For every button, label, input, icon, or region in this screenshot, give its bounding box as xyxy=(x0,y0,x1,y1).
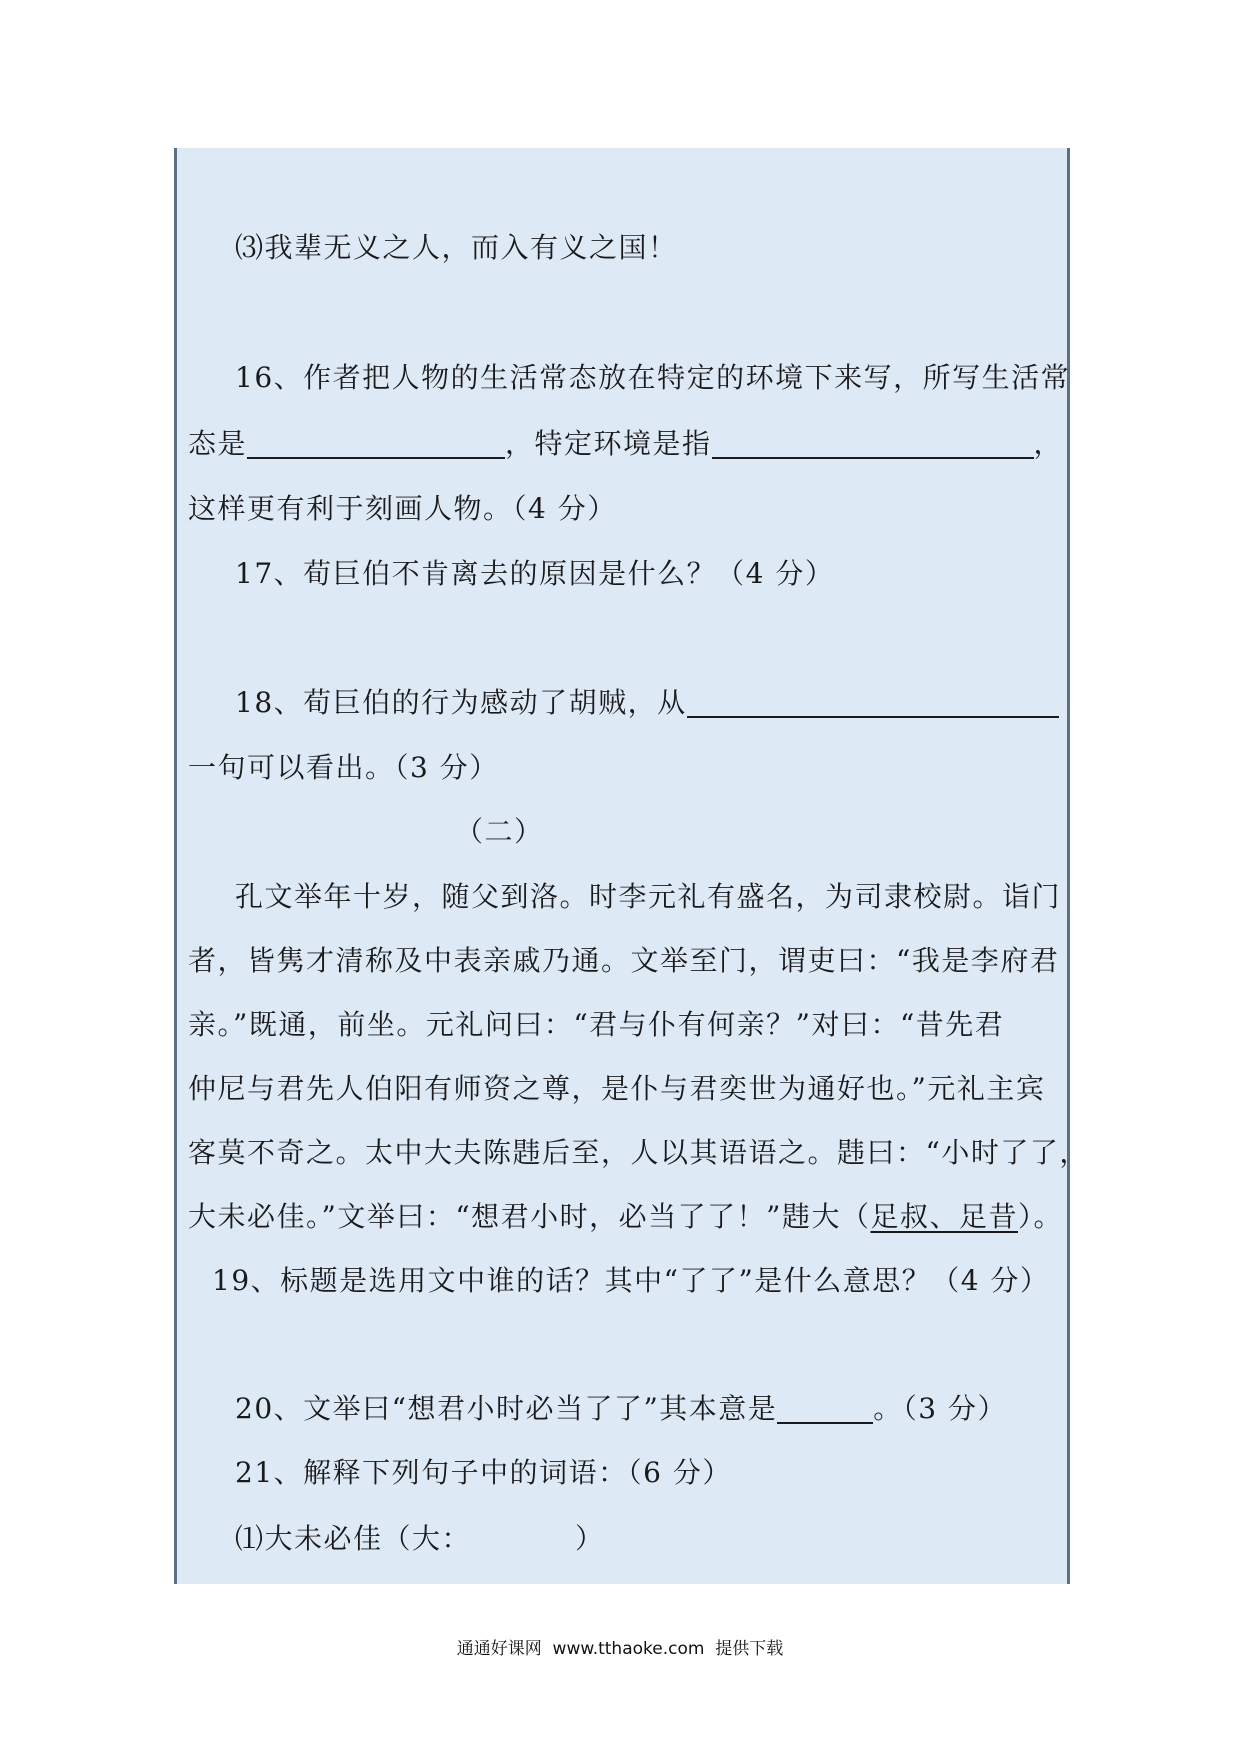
q20-text-a: 20、文举曰“想君小时必当了了”其本意是 xyxy=(235,1392,778,1425)
passage-text-b: ）。 xyxy=(1017,1200,1063,1233)
passage-line-1: 孔文举年十岁，随父到洛。时李元礼有盛名，为司隶校尉。诣门 xyxy=(235,880,1062,913)
footer-source: 通通好课网 www.tthaoke.com 提供下载 xyxy=(456,1639,784,1659)
q18-line-2: 一句可以看出。（3 分） xyxy=(188,751,499,784)
passage-line-4: 仲尼与君先人伯阳有师资之尊，是仆与君奕世为通好也。”元礼主宾 xyxy=(188,1072,1046,1105)
answer-blank-2[interactable] xyxy=(712,427,1034,459)
answer-blank-1[interactable] xyxy=(247,427,505,459)
passage-line-2: 者，皆隽才清称及中表亲戚乃通。文举至门，谓吏曰：“我是李府君 xyxy=(188,944,1060,977)
q18-text: 18、荀巨伯的行为感动了胡贼，从 xyxy=(235,686,687,719)
q19-question: 19、标题是选用文中谁的话？其中“了了”是什么意思？（4 分） xyxy=(212,1264,1050,1297)
q16-text-a: 态是 xyxy=(188,427,248,460)
q16-line-2 xyxy=(188,424,1063,464)
passage-line-6 xyxy=(188,1197,1063,1237)
passage-text-a: 大未必佳。”文举曰：“想君小时，必当了了！”韪大（ xyxy=(188,1200,871,1233)
section-heading: （二） xyxy=(455,815,544,848)
q16-text-c: ， xyxy=(1033,427,1064,460)
q17-question: 17、荀巨伯不肯离去的原因是什么？（4 分） xyxy=(235,557,835,590)
answer-blank-3[interactable] xyxy=(687,686,1059,718)
answer-blank-4[interactable] xyxy=(777,1392,873,1424)
passage-line-5: 客莫不奇之。太中大夫陈韪后至，人以其语语之。韪曰：“小时了了， xyxy=(188,1136,1089,1169)
q16-line-3: 这样更有利于刻画人物。（4 分） xyxy=(188,492,617,525)
q18-line-1 xyxy=(235,683,1059,723)
q20-question xyxy=(235,1389,1007,1429)
q20-text-b: 。（3 分） xyxy=(873,1392,1007,1425)
q16-line-1: 16、作者把人物的生活常态放在特定的环境下来写，所写生活常 xyxy=(235,361,1071,394)
underlined-annotation: 足叔、足昔 xyxy=(870,1200,1018,1233)
q16-text-b: ，特定环境是指 xyxy=(505,427,712,460)
q21-question: 21、解释下列句子中的词语：（6 分） xyxy=(235,1456,732,1489)
passage-line-3: 亲。”既通，前坐。元礼问曰：“君与仆有何亲？”对曰：“昔先君 xyxy=(188,1008,1005,1041)
q15-item-3: ⑶我辈无义之人，而入有义之国！ xyxy=(235,231,678,264)
q21-item-1: ⑴大未必佳（大： ） xyxy=(235,1522,605,1555)
